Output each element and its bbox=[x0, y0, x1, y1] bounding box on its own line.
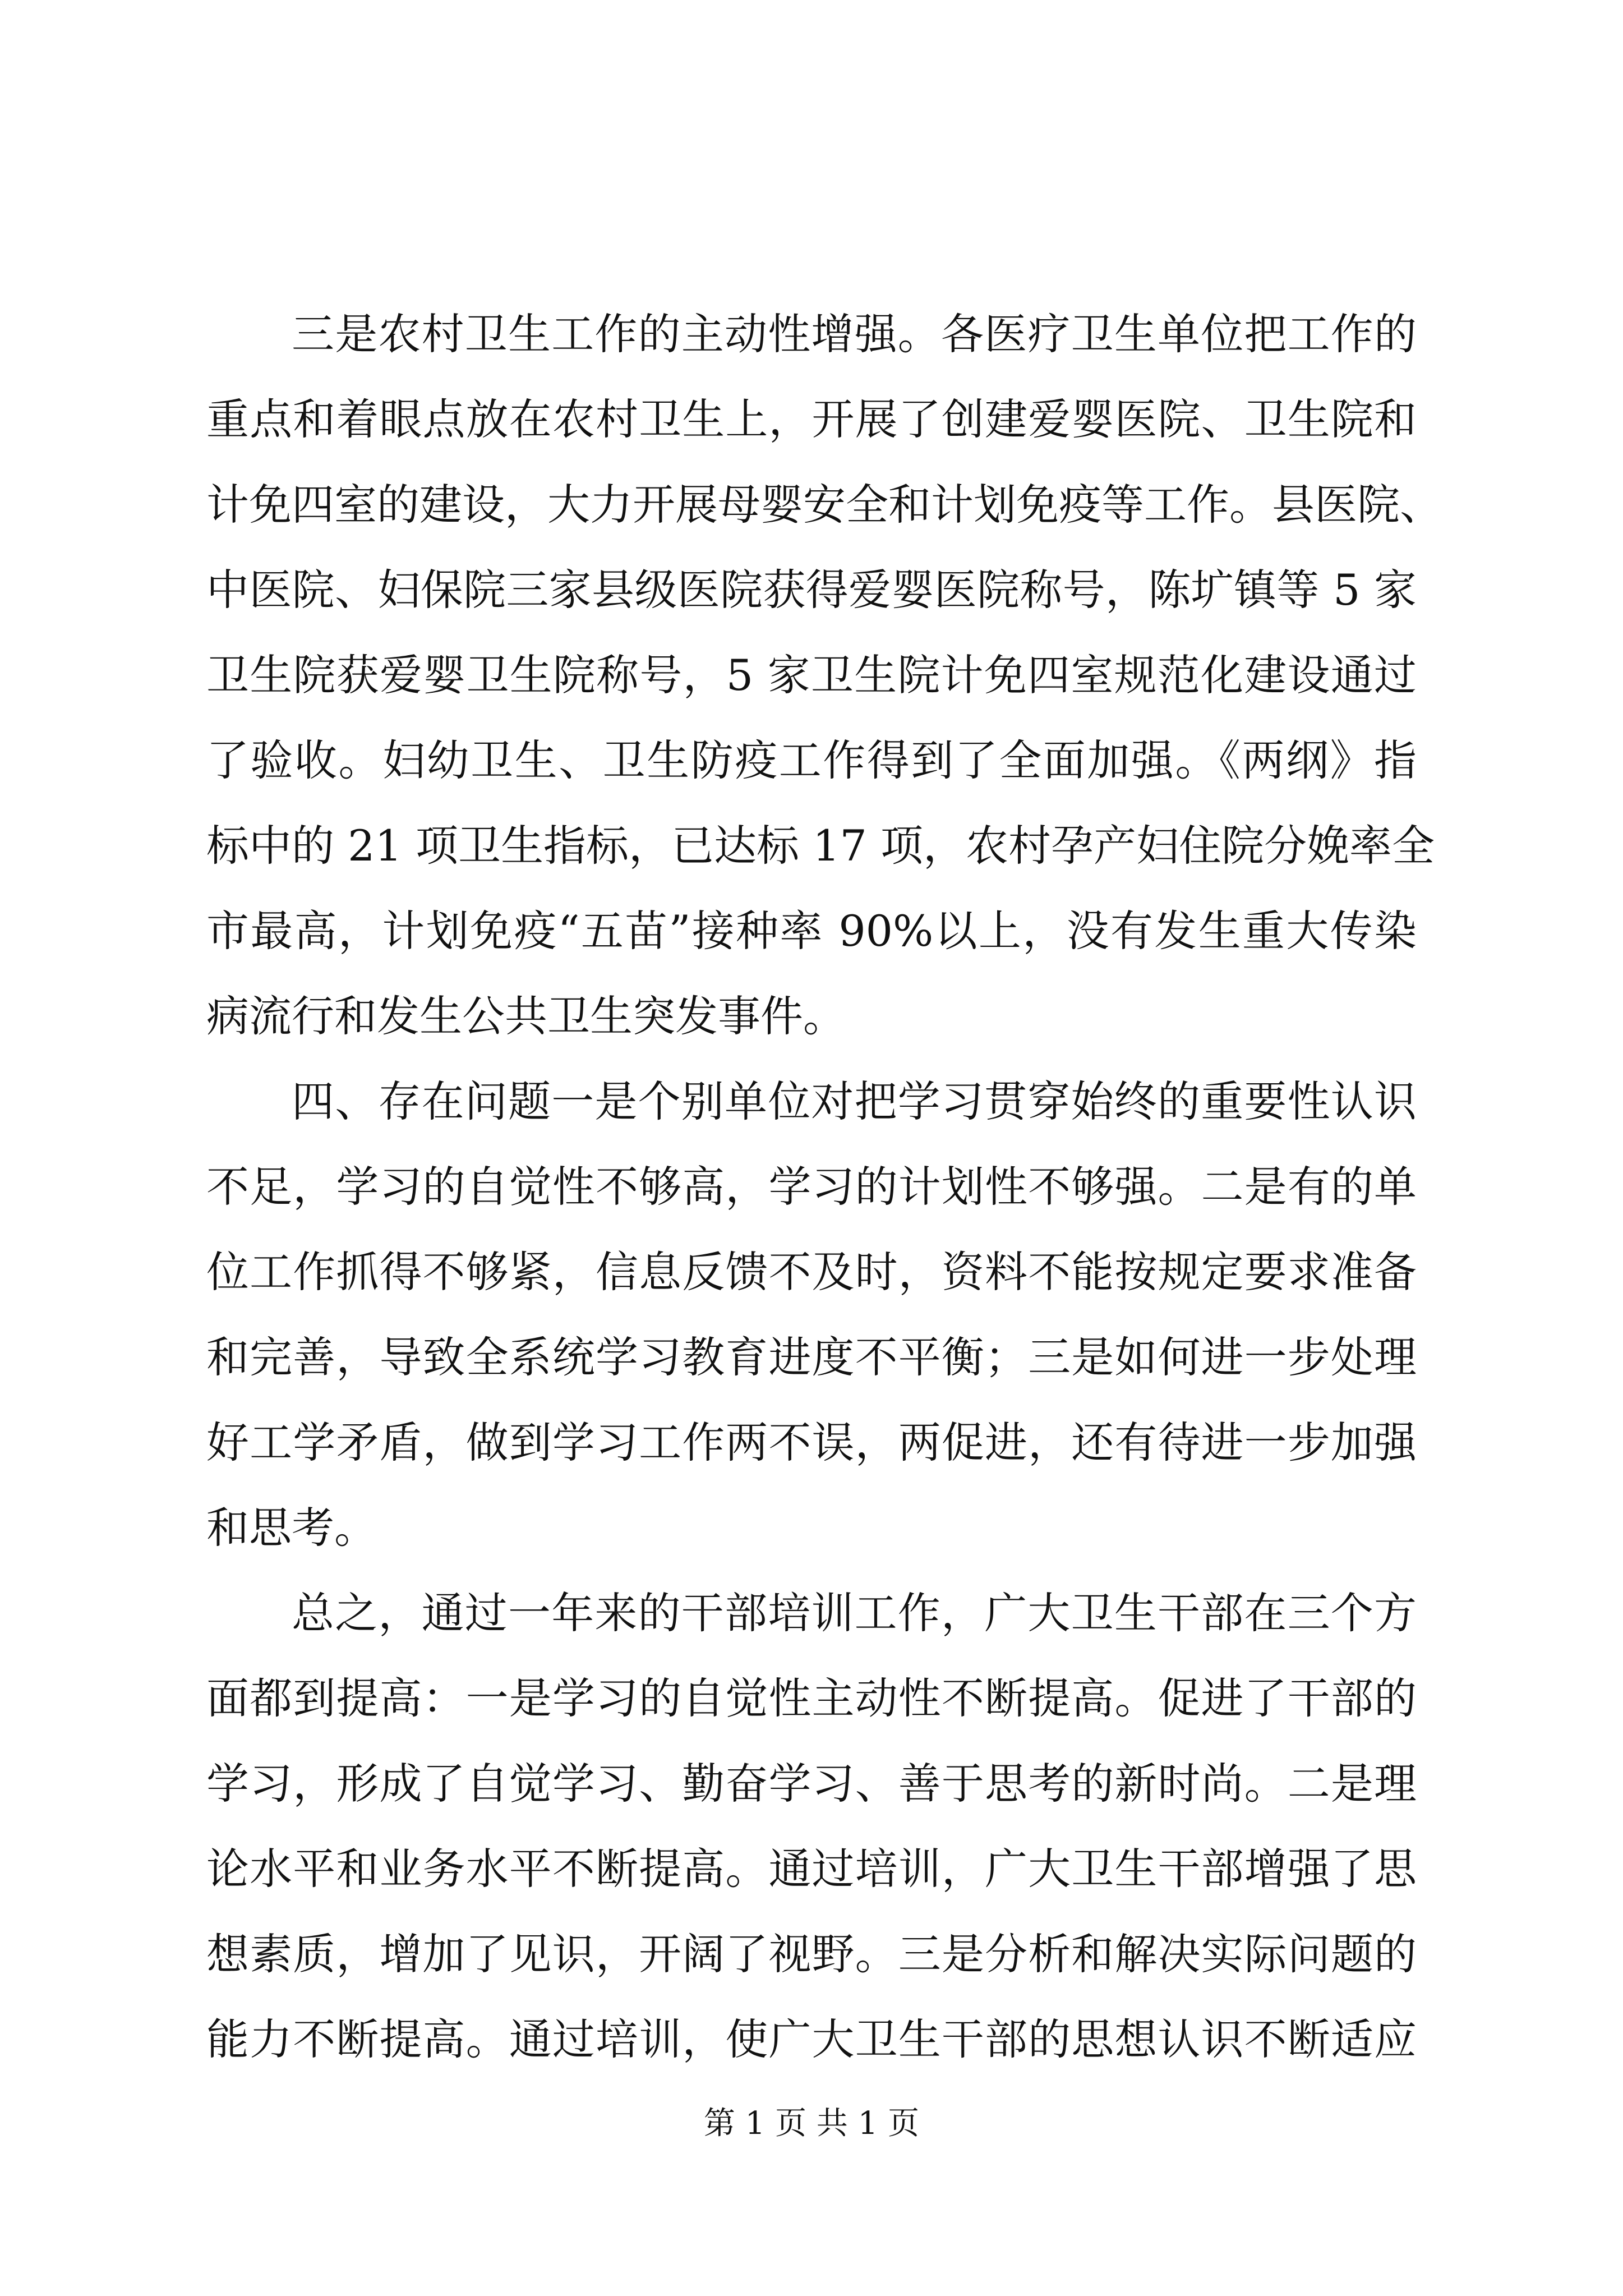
paragraph-2-line-1: 四、存在问题一是个别单位对把学习贯穿始终的重要性认识 bbox=[292, 1076, 1417, 1126]
paragraph-3-line-6: 能力不断提高。通过培训，使广大卫生干部的思想认识不断适应 bbox=[206, 2014, 1417, 2064]
document-body bbox=[206, 292, 1442, 2082]
paragraph-1-line-5: 卫生院获爱婴卫生院称号，5 家卫生院计免四室规范化建设通过 bbox=[206, 650, 1417, 700]
paragraph-3-line-4: 论水平和业务水平不断提高。通过培训，广大卫生干部增强了思 bbox=[206, 1844, 1417, 1894]
paragraph-1-line-9: 病流行和发生公共卫生突发事件。 bbox=[206, 991, 846, 1041]
paragraph-2-line-6: 和思考。 bbox=[206, 1503, 377, 1553]
page-number-footer: 第 1 页 共 1 页 bbox=[703, 2105, 920, 2142]
paragraph-1-line-1: 三是农村卫生工作的主动性增强。各医疗卫生单位把工作的 bbox=[292, 309, 1417, 359]
paragraph-2-line-4: 和完善，导致全系统学习教育进度不平衡；三是如何进一步处理 bbox=[206, 1332, 1417, 1382]
paragraph-1-line-4: 中医院、妇保院三家县级医院获得爱婴医院称号，陈圹镇等 5 家 bbox=[206, 565, 1417, 615]
paragraph-1-line-3: 计免四室的建设，大力开展母婴安全和计划免疫等工作。县医院、 bbox=[206, 480, 1442, 530]
paragraph-3-line-3: 学习，形成了自觉学习、勤奋学习、善于思考的新时尚。二是理 bbox=[206, 1759, 1417, 1809]
paragraph-3-line-5: 想素质，增加了见识，开阔了视野。三是分析和解决实际问题的 bbox=[206, 1929, 1417, 1979]
paragraph-2-line-5: 好工学矛盾，做到学习工作两不误，两促进，还有待进一步加强 bbox=[206, 1418, 1417, 1467]
paragraph-3-line-2: 面都到提高：一是学习的自觉性主动性不断提高。促进了干部的 bbox=[206, 1673, 1417, 1723]
paragraph-1-line-8: 市最高，计划免疫“五苗”接种率 90%以上，没有发生重大传染 bbox=[206, 906, 1417, 956]
paragraph-1-line-2: 重点和着眼点放在农村卫生上，开展了创建爱婴医院、卫生院和 bbox=[206, 394, 1417, 444]
paragraph-1-line-6: 了验收。妇幼卫生、卫生防疫工作得到了全面加强。《两纲》指 bbox=[206, 735, 1417, 785]
paragraph-2-line-3: 位工作抓得不够紧，信息反馈不及时，资料不能按规定要求准备 bbox=[206, 1247, 1417, 1297]
paragraph-1-line-7: 标中的 21 项卫生指标，已达标 17 项，农村孕产妇住院分娩率全 bbox=[206, 821, 1435, 871]
paragraph-2-line-2: 不足，学习的自觉性不够高，学习的计划性不够强。二是有的单 bbox=[206, 1162, 1417, 1212]
paragraph-3-line-1: 总之，通过一年来的干部培训工作，广大卫生干部在三个方 bbox=[292, 1588, 1417, 1638]
